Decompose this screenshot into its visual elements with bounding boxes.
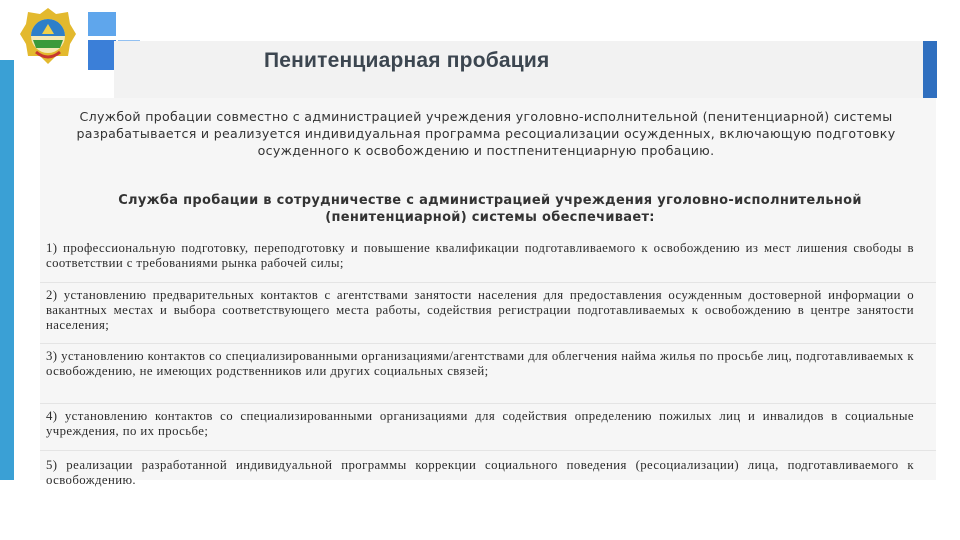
- list-item: 5) реализации разработанной индивидуальной программы коррекции социального поведения (ресоциализации) лица, подготавливаемого к освобождению.: [46, 458, 914, 487]
- state-emblem-icon: [16, 4, 80, 68]
- slide-header: [114, 41, 937, 98]
- list-item: 2) установлению предварительных контактов с агентствами занятости населения для предоставления осужденным достоверной информации о вакантных местах и выбора соответствующего места работы, содействия регистрации подготавливаемых к освобождению в центре занятости населения;: [46, 288, 914, 332]
- divider: [40, 282, 936, 283]
- divider: [40, 403, 936, 404]
- list-item: 4) установлению контактов со специализированными организациями для содействия определению пожилых лиц и инвалидов в социальные учреждения, по их просьбе;: [46, 409, 914, 438]
- list-item: 3) установлению контактов со специализированными организациями/агентствами для облегчения найма жилья по просьбе лиц, подготавливаемых к освобождению, не имеющих родственников или других социальных связей;: [46, 349, 914, 378]
- divider: [40, 450, 936, 451]
- divider: [40, 343, 936, 344]
- page-title: Пенитенциарная пробация: [264, 49, 550, 72]
- content-panel: [40, 98, 936, 487]
- left-accent-bar: [0, 60, 14, 480]
- decor-square: [88, 40, 116, 70]
- header-accent: [923, 41, 937, 98]
- section-subheading: Служба пробации в сотрудничестве с администрацией учреждения уголовно-исполнительной (пенитенциарной) системы обеспечивает:: [118, 193, 862, 225]
- decor-square: [88, 12, 116, 36]
- list-item: 1) профессиональную подготовку, переподготовку и повышение квалификации подготавливаемого к освобождению из мест лишения свободы в соответствии с требованиями рынка рабочей силы;: [46, 241, 914, 270]
- intro-paragraph: Службой пробации совместно с администрацией учреждения уголовно-исполнительной (пенитенциарной) системы разрабатывается и реализуется индивидуальная программа ресоциализации осужденных, включающую подготовку осужденного к освобождению и постпенитенциарную пробацию.: [76, 109, 896, 158]
